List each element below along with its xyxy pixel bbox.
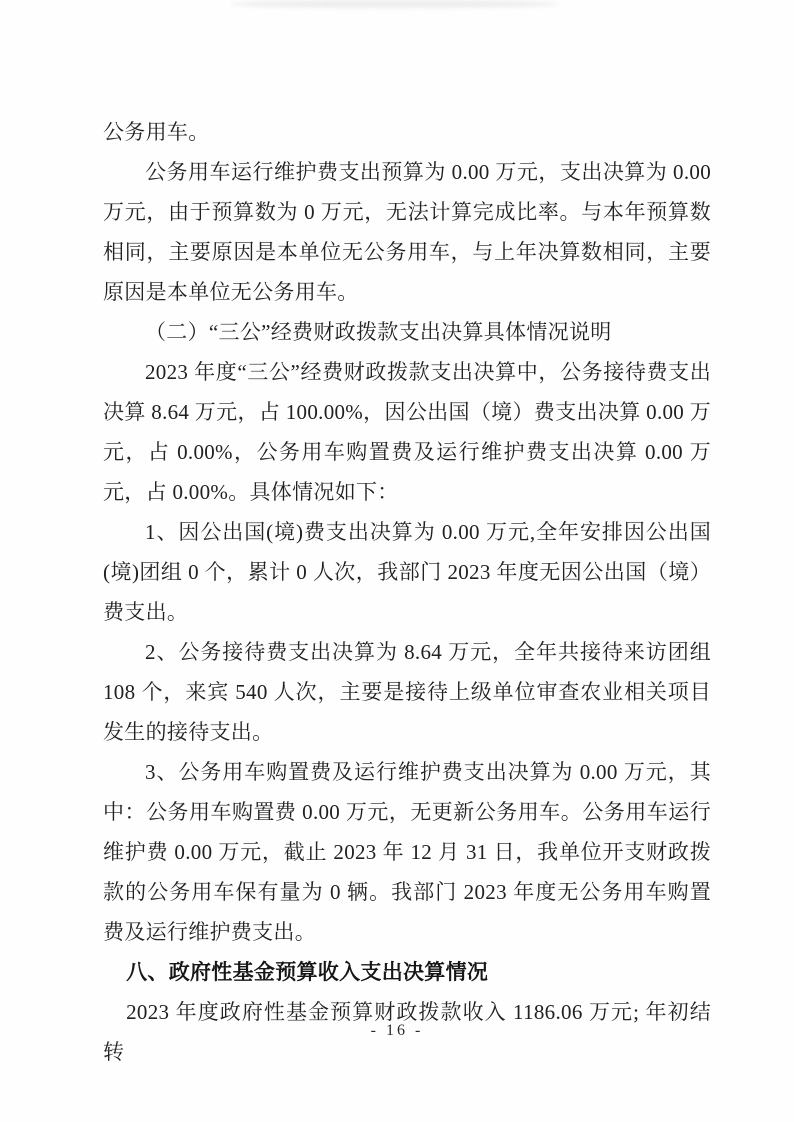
paragraph: 2023 年度“三公”经费财政拨款支出决算中，公务接待费支出决算 8.64 万元，占 100.00%，因公出国（境）费支出决算 0.00 万元，占 0.00%，公务用车购置费及运行维护费支出决算 0.00 万元，占 0.00%。具体情况如下： (103, 360, 711, 504)
paragraph: 公务用车运行维护费支出预算为 0.00 万元，支出决算为 0.00 万元，由于预算数为 0 万元，无法计算完成比率。与本年预算数相同，主要原因是本单位无公务用车，与上年决算数相同，主要原因是本单位无公务用车。 (103, 160, 711, 304)
paragraph: 2、公务接待费支出决算为 8.64 万元，全年共接待来访团组 108 个，来宾 540 人次，主要是接待上级单位审查农业相关项目发生的接待支出。 (103, 640, 711, 744)
document-body (103, 112, 711, 1072)
paragraph: 公务用车。 (103, 120, 210, 144)
section-heading: 八、政府性基金预算收入支出决算情况 (126, 960, 489, 984)
page-number: - 16 - (370, 1022, 424, 1039)
scan-artifact (230, 0, 560, 8)
paragraph: 1、因公出国(境)费支出决算为 0.00 万元,全年安排因公出国(境)团组 0 个，累计 0 人次，我部门 2023 年度无因公出国（境）费支出。 (103, 520, 711, 624)
paragraph: （二）“三公”经费财政拨款支出决算具体情况说明 (145, 320, 612, 344)
paragraph: 3、公务用车购置费及运行维护费支出决算为 0.00 万元，其中：公务用车购置费 0.00 万元，无更新公务用车。公务用车运行维护费 0.00 万元，截止 2023 年 12 月 31 日，我单位开支财政拨款的公务用车保有量为 0 辆。我部门 2023 年度无公务用车购置费及运行维护费支出。 (103, 760, 711, 944)
paragraph: 2023 年度政府性基金预算财政拨款收入 1186.06 万元; 年初结转 (103, 1000, 711, 1064)
